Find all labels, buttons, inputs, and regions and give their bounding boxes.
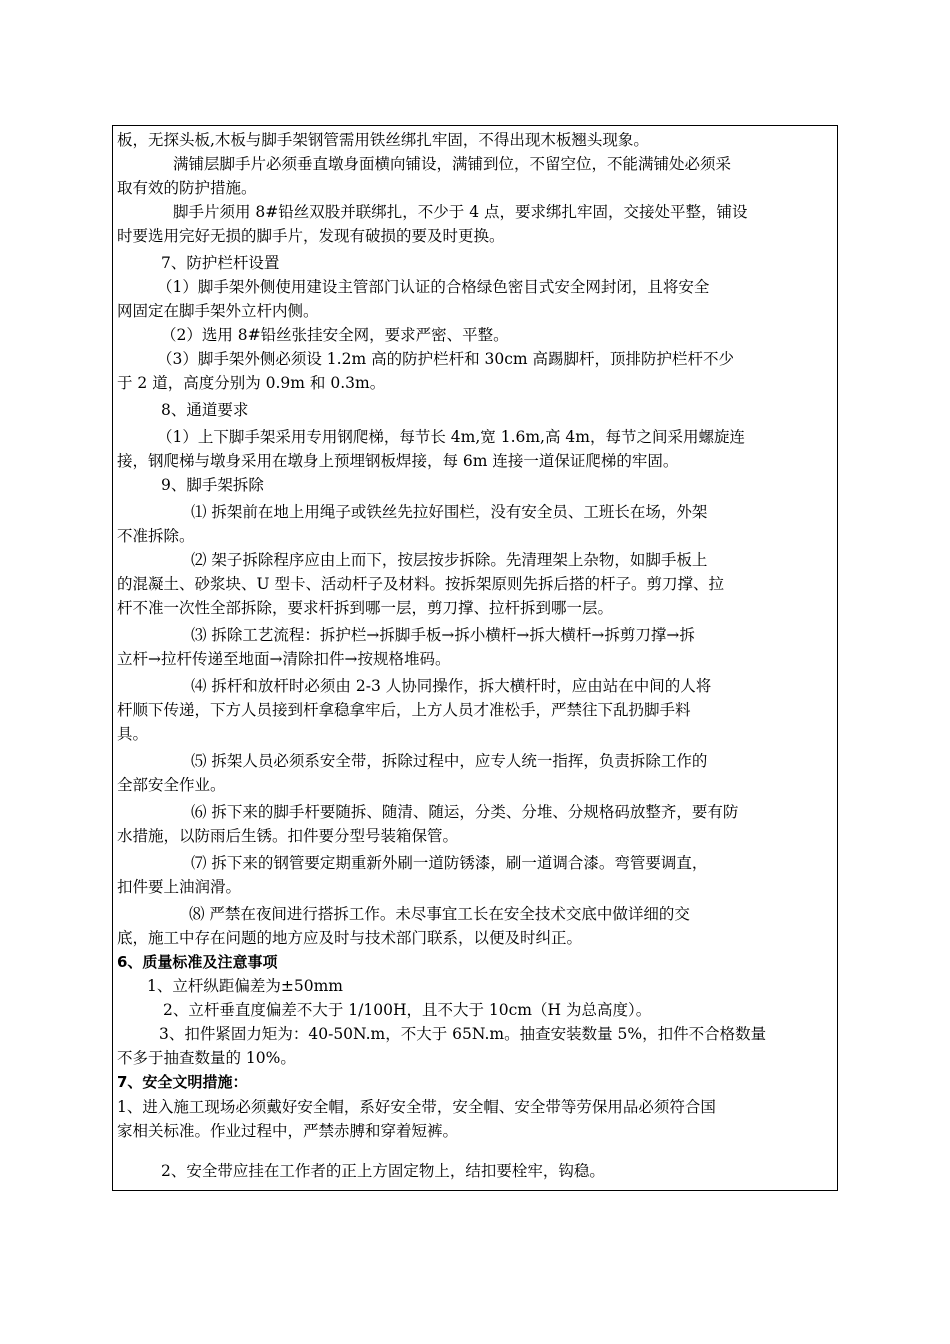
text-line: 满铺层脚手片必须垂直墩身面横向铺设，满铺到位，不留空位，不能满铺处必须采 bbox=[173, 155, 732, 173]
text-line: 网固定在脚手架外立杆内侧。 bbox=[117, 302, 319, 320]
text-line: 不准拆除。 bbox=[117, 527, 195, 545]
text-line: ⑵ 架子拆除程序应由上而下，按层按步拆除。先清理架上杂物，如脚手板上 bbox=[191, 551, 708, 569]
text-line: 的混凝土、砂浆块、U 型卡、活动杆子及材料。按拆架原则先拆后搭的杆子。剪刀撑、拉 bbox=[117, 575, 724, 593]
text-line: ⑻ 严禁在夜间进行搭拆工作。未尽事宜工长在安全技术交底中做详细的交 bbox=[189, 905, 690, 923]
text-line: ⑷ 拆杆和放杆时必须由 2-3 人协同操作，拆大横杆时，应由站在中间的人将 bbox=[191, 677, 712, 695]
text-line: 底，施工中存在问题的地方应及时与技术部门联系，以便及时纠正。 bbox=[117, 929, 583, 947]
text-line: 全部安全作业。 bbox=[117, 776, 226, 794]
text-line: （3）脚手架外侧必须设 1.2m 高的防护栏杆和 30cm 高踢脚杆，顶排防护栏杆不少 bbox=[157, 350, 735, 368]
text-line: 家相关标准。作业过程中，严禁赤膊和穿着短裤。 bbox=[117, 1122, 459, 1140]
text-line: 扣件要上油润滑。 bbox=[117, 878, 242, 896]
text-line: 板，无探头板,木板与脚手架钢管需用铁丝绑扎牢固，不得出现木板翘头现象。 bbox=[117, 131, 649, 149]
text-line: 2、安全带应挂在工作者的正上方固定物上，结扣要栓牢，钩稳。 bbox=[161, 1162, 605, 1180]
text-line: 杆不准一次性全部拆除，要求杆拆到哪一层，剪刀撑、拉杆拆到哪一层。 bbox=[117, 599, 614, 617]
text-line: 水措施，以防雨后生锈。扣件要分型号装箱保管。 bbox=[117, 827, 459, 845]
text-line: （1）脚手架外侧使用建设主管部门认证的合格绿色密目式安全网封闭，且将安全 bbox=[157, 278, 710, 296]
text-line: ⑺ 拆下来的钢管要定期重新外刷一道防锈漆，刷一道调合漆。弯管要调直， bbox=[191, 854, 708, 872]
text-line: （2）选用 8#铅丝张挂安全网，要求严密、平整。 bbox=[161, 326, 509, 344]
text-line: 脚手片须用 8#铅丝双股并联绑扎，不少于 4 点，要求绑扎牢固，交接处平整，铺设 bbox=[173, 203, 748, 221]
text-line: 1、立杆纵距偏差为±50mm bbox=[147, 977, 343, 995]
text-line: 具。 bbox=[117, 725, 149, 743]
text-line: ⑴ 拆架前在地上用绳子或铁丝先拉好围栏，没有安全员、工班长在场，外架 bbox=[191, 503, 708, 521]
text-line: 2、立杆垂直度偏差不大于 1/100H，且不大于 10cm（H 为总高度）。 bbox=[163, 1001, 652, 1019]
text-line: （1）上下脚手架采用专用钢爬梯，每节长 4m,宽 1.6m,高 4m，每节之间采用螺旋连 bbox=[157, 428, 745, 446]
text-line: 接，钢爬梯与墩身采用在墩身上预埋钢板焊接，每 6m 连接一道保证爬梯的牢固。 bbox=[117, 452, 679, 470]
text-line: 取有效的防护措施。 bbox=[117, 179, 257, 197]
text-line: 立杆→拉杆传递至地面→清除扣件→按规格堆码。 bbox=[117, 650, 451, 668]
section-heading: 6、质量标准及注意事项 bbox=[117, 953, 278, 971]
text-line: 7、防护栏杆设置 bbox=[161, 254, 280, 272]
text-line: ⑶ 拆除工艺流程：拆护栏→拆脚手板→拆小横杆→拆大横杆→拆剪刀撑→拆 bbox=[191, 626, 695, 644]
text-line: 不多于抽查数量的 10%。 bbox=[117, 1049, 296, 1067]
text-line: 1、进入施工现场必须戴好安全帽，系好安全带，安全帽、安全带等劳保用品必须符合国 bbox=[117, 1098, 716, 1116]
text-line: 8、通道要求 bbox=[161, 401, 249, 419]
text-line: 9、脚手架拆除 bbox=[161, 476, 264, 494]
text-line: ⑹ 拆下来的脚手杆要随拆、随清、随运，分类、分堆、分规格码放整齐，要有防 bbox=[191, 803, 739, 821]
section-heading: 7、安全文明措施： bbox=[117, 1073, 248, 1091]
text-line: 于 2 道，高度分别为 0.9m 和 0.3m。 bbox=[117, 374, 386, 392]
text-line: 杆顺下传递，下方人员接到杆拿稳拿牢后，上方人员才准松手，严禁往下乱扔脚手料 bbox=[117, 701, 691, 719]
text-line: ⑸ 拆架人员必须系安全带，拆除过程中，应专人统一指挥，负责拆除工作的 bbox=[191, 752, 708, 770]
text-line: 时要选用完好无损的脚手片，发现有破损的要及时更换。 bbox=[117, 227, 505, 245]
text-line: 3、扣件紧固力矩为：40-50N.m，不大于 65N.m。抽查安装数量 5%，扣件不合格数量 bbox=[159, 1025, 767, 1043]
